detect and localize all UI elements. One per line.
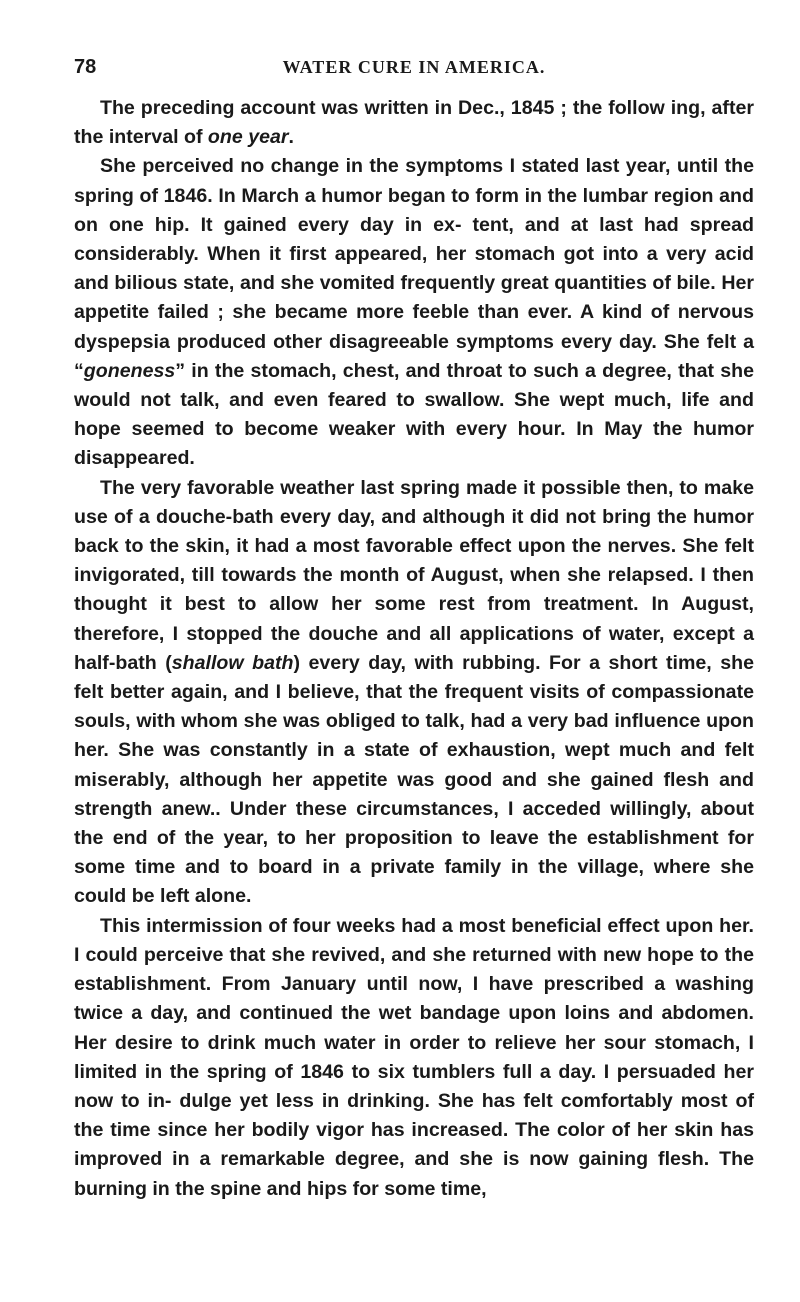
italic-text: shallow bath: [171, 651, 294, 674]
text-run: The preceding account was written in Dec., 1845 ; the follow ing, after the interval of: [74, 97, 754, 149]
text-run: ” in the stomach, chest, and throat to such a degree, that she would not talk, and even feared to swallow. She wept much, life and hope seemed to become weaker with every hour. In May the humor disappeared.: [74, 359, 754, 470]
paragraph: [74, 94, 754, 152]
page-number: 78: [74, 56, 97, 78]
paragraph: [74, 152, 754, 473]
running-head: WATER CURE IN AMERICA.: [282, 57, 546, 77]
paragraph: [74, 912, 754, 1204]
body-text: [74, 94, 754, 1204]
text-run: The very favorable weather last spring made it possible then, to make use of a douche-bath every day, and although it did not bring the humor back to the skin, it had a most favorable effect upon the nerves. She felt invigorated, till towards the month of August, when she relapsed. I then thought it best to allow her some rest from treatment. In August, therefore, I stopped the douche and all applications of water, except a half-bath (: [74, 476, 754, 674]
text-run: ) every day, with rubbing. For a short time, she felt better again, and I believe, that the frequent visits of compassionate souls, with whom she was obliged to talk, had a very bad influence upon her. She was constantly in a state of exhaustion, wept much and felt miserably, although her appetite was good and she gained flesh and strength anew.. Under these circumstances, I acceded willingly, about the end of the year, to her proposition to leave the establishment for some time and to board in a private family in the village, where she could be left alone.: [74, 651, 754, 908]
text-run: .: [288, 126, 294, 149]
italic-text: goneness: [83, 359, 176, 382]
paragraph: [74, 474, 754, 912]
text-run: She perceived no change in the symptoms I stated last year, until the spring of 1846. In March a humor began to form in the lumbar region and on one hip. It gained every day in ex- tent, and at last had spread considerably. When it first appeared, her stomach got into a very acid and bilious state, and she vomited frequently great quantities of bile. Her appetite failed ; she became more feeble than ever. A kind of nervous dyspepsia produced other disagreeable symptoms every day. She felt a “: [74, 155, 754, 382]
italic-text: one year: [207, 126, 289, 149]
text-run: This intermission of four weeks had a most beneficial effect upon her. I could perceive that she revived, and she returned with new hope to the establishment. From January until now, I have prescribed a washing twice a day, and continued the wet bandage upon loins and abdomen. Her desire to drink much water in order to relieve her sour stomach, I limited in the spring of 1846 to six tumblers full a day. I persuaded her now to in- dulge yet less in drinking. She has felt comfortably most of the time since her bodily vigor has increased. The color of her skin has improved in a remarkable degree, and she is now gaining flesh. The burning in the spine and hips for some time,: [74, 914, 754, 1200]
page-header: [74, 52, 754, 82]
